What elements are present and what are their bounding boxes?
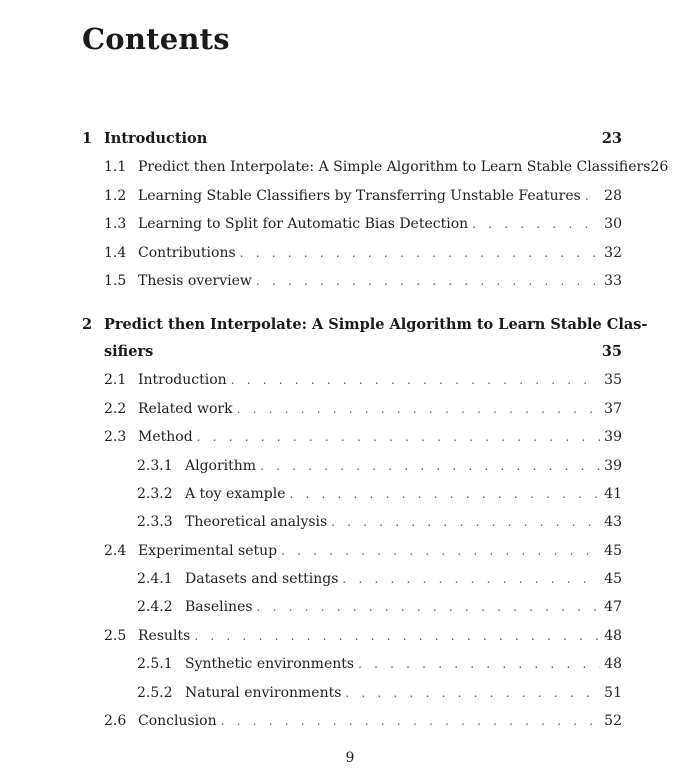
leader-dots [257,597,601,617]
section-number: 2.5 [104,628,127,644]
chapter-title: Introduction [104,130,208,147]
leader-dots [256,271,600,291]
section-number: 1.4 [104,245,127,261]
toc-section-1-1[interactable] [104,157,669,177]
section-page: 37 [604,401,622,417]
section-page: 48 [604,628,622,644]
section-page: 30 [604,216,622,232]
chapter-page: 35 [601,343,622,360]
toc-chapter-1[interactable] [82,129,622,149]
section-title: Conclusion [138,713,217,729]
toc-chapter-2[interactable] [82,315,648,335]
leader-dots [237,399,601,419]
toc-subsection-2-3-1[interactable] [137,456,622,476]
subsection-page: 43 [604,514,622,530]
leader-dots [231,370,601,390]
toc-section-1-2[interactable] [104,186,622,206]
subsection-title: Baselines [185,599,253,615]
leader-dots [345,683,600,703]
section-title: Predict then Interpolate: A Simple Algorithm to Learn Stable Classifiers [138,159,651,175]
leader-dots [260,456,600,476]
subsection-number: 2.3.2 [137,486,173,502]
section-page: 28 [604,188,622,204]
section-title: Method [138,429,193,445]
toc-section-1-4[interactable] [104,243,622,263]
section-title: Learning Stable Classifiers by Transferring Unstable Features [138,188,581,204]
section-title: Introduction [138,372,227,388]
page-number: 9 [345,750,355,766]
subsection-page: 47 [604,599,622,615]
chapter-title-line-1: Predict then Interpolate: A Simple Algorithm to Learn Stable Clas- [104,316,648,333]
leader-dots [472,214,600,234]
toc-subsection-2-3-3[interactable] [137,512,622,532]
section-number: 2.6 [104,713,127,729]
subsection-page: 41 [604,486,622,502]
subsection-number: 2.4.2 [137,599,173,615]
section-title: Learning to Split for Automatic Bias Detection [138,216,469,232]
toc-subsection-2-3-2[interactable] [137,484,622,504]
section-number: 1.1 [104,159,127,175]
toc-section-2-6[interactable] [104,711,622,731]
subsection-page: 48 [604,656,622,672]
subsection-page: 39 [604,458,622,474]
toc-subsection-2-4-2[interactable] [137,597,622,617]
toc-subsection-2-4-1[interactable] [137,569,622,589]
toc-subsection-2-5-2[interactable] [137,683,622,703]
subsection-number: 2.3.3 [137,514,173,530]
section-title: Related work [138,401,233,417]
subsection-number: 2.3.1 [137,458,173,474]
chapter-title-line-2: sifiers [104,343,154,360]
section-number: 1.3 [104,216,127,232]
subsection-number: 2.4.1 [137,571,173,587]
toc-section-1-3[interactable] [104,214,622,234]
leader-dots [290,484,601,504]
leader-dots [331,512,600,532]
subsection-title: Algorithm [185,458,257,474]
chapter-number: 2 [82,316,93,333]
subsection-page: 51 [604,685,622,701]
section-number: 2.1 [104,372,127,388]
subsection-title: Natural environments [185,685,342,701]
chapter-number: 1 [82,130,93,147]
subsection-title: Theoretical analysis [185,514,328,530]
section-title: Experimental setup [138,543,278,559]
leader-dots [585,186,600,206]
leader-dots [281,541,600,561]
section-number: 1.5 [104,273,127,289]
section-number: 2.4 [104,543,127,559]
section-number: 2.2 [104,401,127,417]
toc-section-2-5[interactable] [104,626,622,646]
section-page: 35 [604,372,622,388]
toc-section-2-4[interactable] [104,541,622,561]
leader-dots [197,427,601,447]
page-title: Contents [82,22,230,56]
leader-dots [221,711,601,731]
subsection-title: Datasets and settings [185,571,339,587]
toc-section-2-2[interactable] [104,399,622,419]
section-page: 52 [604,713,622,729]
subsection-page: 45 [604,571,622,587]
section-title: Results [138,628,191,644]
subsection-number: 2.5.2 [137,685,173,701]
toc-section-1-5[interactable] [104,271,622,291]
section-title: Contributions [138,245,236,261]
leader-dots [358,654,600,674]
section-title: Thesis overview [138,273,252,289]
section-number: 1.2 [104,188,127,204]
leader-dots [342,569,600,589]
section-number: 2.3 [104,429,127,445]
leader-dots [240,243,601,263]
toc-section-2-1[interactable] [104,370,622,390]
subsection-title: Synthetic environments [185,656,355,672]
chapter-page: 23 [601,130,622,147]
section-page: 26 [650,159,669,175]
section-page: 45 [604,543,622,559]
subsection-title: A toy example [185,486,286,502]
subsection-number: 2.5.1 [137,656,173,672]
leader-dots [194,626,600,646]
toc-chapter-2-continued[interactable] [104,342,622,362]
section-page: 39 [604,429,622,445]
toc-subsection-2-5-1[interactable] [137,654,622,674]
toc-section-2-3[interactable] [104,427,622,447]
section-page: 32 [604,245,622,261]
section-page: 33 [604,273,622,289]
